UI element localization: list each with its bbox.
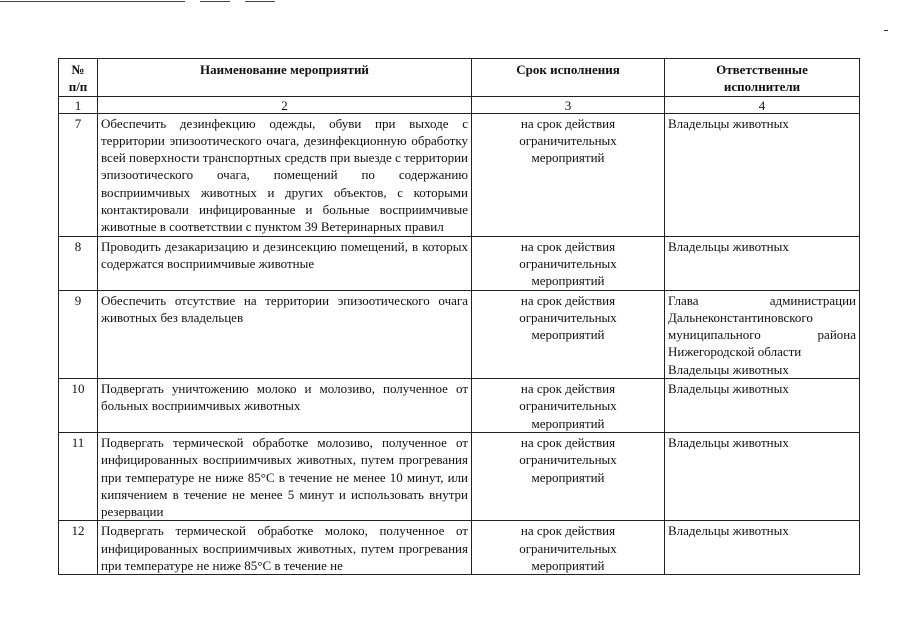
column-index: 4 — [665, 96, 860, 113]
table-row — [59, 521, 860, 575]
row-number: 12 — [59, 521, 98, 575]
measure-term: на срок действия ограничительных мероприятий — [472, 521, 665, 575]
header-num: № п/п — [59, 59, 98, 97]
column-index: 3 — [472, 96, 665, 113]
measure-term: на срок действия ограничительных мероприятий — [472, 432, 665, 520]
header-name: Наименование мероприятий — [98, 59, 472, 97]
table-row — [59, 236, 860, 290]
row-number: 8 — [59, 236, 98, 290]
measure-name: Подвергать термической обработке молоко, полученное от инфицированных восприимчивых животных, путем прогревания при температуре не ниже 85°С в течение не — [98, 521, 472, 575]
row-number: 10 — [59, 379, 98, 433]
measure-responsible: Владельцы животных — [665, 432, 860, 520]
measure-name: Подвергать термической обработке молозиво, полученное от инфицированных восприимчивых животных, путем прогревания при температуре не ниже 85°С в течение не менее 10 минут, или кипячением в течение не менее 5 минут и использовать внутри резервации — [98, 432, 472, 520]
row-number: 7 — [59, 113, 98, 236]
scan-artifact-line — [0, 1, 185, 2]
header-term: Срок исполнения — [472, 59, 665, 97]
scan-artifact-dot — [884, 30, 888, 31]
measure-name: Подвергать уничтожению молоко и молозиво, полученное от больных восприимчивых животных — [98, 379, 472, 433]
table-row — [59, 290, 860, 378]
measure-responsible: Владельцы животных — [665, 521, 860, 575]
measure-term: на срок действия ограничительных мероприятий — [472, 236, 665, 290]
measure-term: на срок действия ограничительных мероприятий — [472, 113, 665, 236]
row-number: 11 — [59, 432, 98, 520]
measures-table — [58, 58, 860, 575]
measure-responsible: Владельцы животных — [665, 379, 860, 433]
measure-name: Проводить дезакаризацию и дезинсекцию помещений, в которых содержатся восприимчивые животные — [98, 236, 472, 290]
table-row — [59, 379, 860, 433]
measure-name: Обеспечить отсутствие на территории эпизоотического очага животных без владельцев — [98, 290, 472, 378]
measure-term: на срок действия ограничительных мероприятий — [472, 290, 665, 378]
row-number: 9 — [59, 290, 98, 378]
column-index-row — [59, 96, 860, 113]
header-resp: Ответственные исполнители — [665, 59, 860, 97]
column-index: 1 — [59, 96, 98, 113]
document-page — [58, 58, 860, 618]
scan-artifact-line — [200, 1, 230, 2]
table-header-row — [59, 59, 860, 97]
column-index: 2 — [98, 96, 472, 113]
measure-responsible: Владельцы животных — [665, 236, 860, 290]
measure-term: на срок действия ограничительных мероприятий — [472, 379, 665, 433]
measure-name: Обеспечить дезинфекцию одежды, обуви при выходе с территории эпизоотического очага, дезинфекционную обработку всей поверхности транспортных средств при выезде с территории эпизоотического очага, помещений по содержанию восприимчивых животных и других объектов, с которыми контактировали инфицированные и больные восприимчивые животные в соответствии с пунктом 39 Ветеринарных правил — [98, 113, 472, 236]
table-row — [59, 432, 860, 520]
table-row — [59, 113, 860, 236]
scan-artifact-line — [245, 1, 275, 2]
measure-responsible: Владельцы животных — [665, 113, 860, 236]
measure-responsible: Глава администрации Дальнеконстантиновского муниципального района Нижегородской области Владельцы животных — [665, 290, 860, 378]
